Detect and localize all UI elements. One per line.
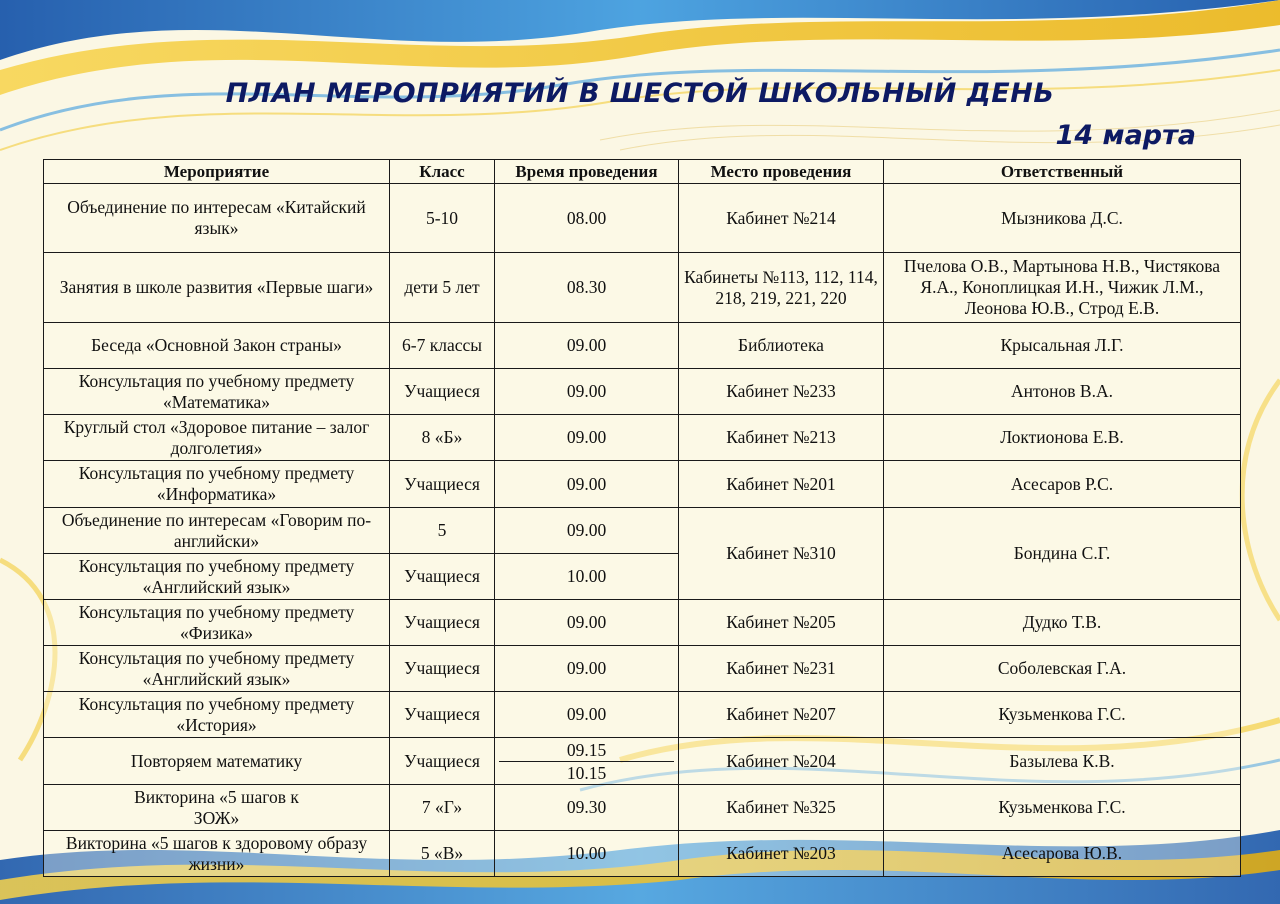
table-row xyxy=(44,184,1241,253)
cell-grade: 5 xyxy=(390,508,495,554)
cell-event: Объединение по интересам «Китайский язык» xyxy=(44,184,390,253)
table-row xyxy=(44,692,1241,738)
cell-event: Повторяем математику xyxy=(44,738,390,785)
cell-event: Консультация по учебному предмету «Физика» xyxy=(44,600,390,646)
cell-time: 09.00 xyxy=(495,508,679,554)
cell-grade: Учащиеся xyxy=(390,461,495,508)
cell-time: 09.00 xyxy=(495,461,679,508)
cell-place: Библиотека xyxy=(679,323,884,369)
cell-event: Беседа «Основной Закон страны» xyxy=(44,323,390,369)
cell-grade: Учащиеся xyxy=(390,692,495,738)
table-row xyxy=(44,646,1241,692)
cell-grade: 5-10 xyxy=(390,184,495,253)
cell-event: Консультация по учебному предмету «Математика» xyxy=(44,369,390,415)
cell-place: Кабинет №325 xyxy=(679,785,884,831)
table-row xyxy=(44,831,1241,877)
cell-place: Кабинет №213 xyxy=(679,415,884,461)
cell-place: Кабинет №207 xyxy=(679,692,884,738)
cell-time-second: 10.15 xyxy=(566,762,607,783)
cell-responsible: Дудко Т.В. xyxy=(884,600,1241,646)
cell-grade: Учащиеся xyxy=(390,369,495,415)
cell-event: Круглый стол «Здоровое питание – залог долголетия» xyxy=(44,415,390,461)
table-row xyxy=(44,323,1241,369)
cell-time: 09.00 xyxy=(495,646,679,692)
column-header-place: Место проведения xyxy=(679,160,884,184)
cell-event: Объединение по интересам «Говорим по-английски» xyxy=(44,508,390,554)
page-title: ПЛАН МЕРОПРИЯТИЙ В ШЕСТОЙ ШКОЛЬНЫЙ ДЕНЬ xyxy=(225,78,1055,109)
cell-grade: Учащиеся xyxy=(390,738,495,785)
cell-time: 10.00 xyxy=(495,831,679,877)
table-row xyxy=(44,461,1241,508)
column-header-responsible: Ответственный xyxy=(884,160,1241,184)
cell-place: Кабинет №204 xyxy=(679,738,884,785)
cell-grade: 5 «В» xyxy=(390,831,495,877)
cell-place: Кабинет №231 xyxy=(679,646,884,692)
cell-responsible: Пчелова О.В., Мартынова Н.В., Чистякова Я.А., Коноплицкая И.Н., Чижик Л.М., Леонова Ю.В., Строд Е.В. xyxy=(884,253,1241,323)
cell-event: Консультация по учебному предмету «Информатика» xyxy=(44,461,390,508)
cell-place: Кабинет №201 xyxy=(679,461,884,508)
cell-time: 09.00 xyxy=(495,323,679,369)
cell-grade: дети 5 лет xyxy=(390,253,495,323)
cell-time: 08.30 xyxy=(495,253,679,323)
cell-event: Консультация по учебному предмету «Английский язык» xyxy=(44,646,390,692)
cell-event: Занятия в школе развития «Первые шаги» xyxy=(44,253,390,323)
table-row xyxy=(44,253,1241,323)
cell-responsible: Антонов В.А. xyxy=(884,369,1241,415)
cell-time: 09.00 xyxy=(495,692,679,738)
cell-time: 08.00 xyxy=(495,184,679,253)
column-header-event: Мероприятие xyxy=(44,160,390,184)
cell-responsible: Базылева К.В. xyxy=(884,738,1241,785)
table-header-row xyxy=(44,160,1241,184)
cell-responsible: Соболевская Г.А. xyxy=(884,646,1241,692)
table-row xyxy=(44,738,1241,785)
cell-event: Консультация по учебному предмету «История» xyxy=(44,692,390,738)
table-row xyxy=(44,508,1241,554)
cell-grade: 8 «Б» xyxy=(390,415,495,461)
cell-place: Кабинет №203 xyxy=(679,831,884,877)
cell-event: Консультация по учебному предмету «Английский язык» xyxy=(44,554,390,600)
cell-time-first: 09.15 xyxy=(499,739,674,762)
cell-time: 09.00 xyxy=(495,415,679,461)
cell-place: Кабинет №310 xyxy=(679,508,884,600)
cell-time: 09.30 xyxy=(495,785,679,831)
cell-responsible: Кузьменкова Г.С. xyxy=(884,785,1241,831)
column-header-time: Время проведения xyxy=(495,160,679,184)
cell-responsible: Крысальная Л.Г. xyxy=(884,323,1241,369)
cell-responsible: Кузьменкова Г.С. xyxy=(884,692,1241,738)
cell-event: Викторина «5 шагов к здоровому образу жизни» xyxy=(44,831,390,877)
cell-place: Кабинет №214 xyxy=(679,184,884,253)
cell-responsible: Асесаров Р.С. xyxy=(884,461,1241,508)
cell-grade: 6-7 классы xyxy=(390,323,495,369)
cell-responsible: Мызникова Д.С. xyxy=(884,184,1241,253)
table-row xyxy=(44,785,1241,831)
cell-place: Кабинеты №113, 112, 114, 218, 219, 221, 220 xyxy=(679,253,884,323)
cell-responsible: Асесарова Ю.В. xyxy=(884,831,1241,877)
cell-time: 10.00 xyxy=(495,554,679,600)
cell-event: Викторина «5 шагов к ЗОЖ» xyxy=(44,785,390,831)
events-table xyxy=(43,159,1241,877)
cell-responsible: Бондина С.Г. xyxy=(884,508,1241,600)
cell-responsible: Локтионова Е.В. xyxy=(884,415,1241,461)
cell-time: 09.00 xyxy=(495,369,679,415)
table-row xyxy=(44,369,1241,415)
cell-grade: Учащиеся xyxy=(390,600,495,646)
cell-place: Кабинет №205 xyxy=(679,600,884,646)
cell-time: 09.00 xyxy=(495,600,679,646)
cell-grade: Учащиеся xyxy=(390,646,495,692)
cell-grade: 7 «Г» xyxy=(390,785,495,831)
cell-place: Кабинет №233 xyxy=(679,369,884,415)
table-row xyxy=(44,415,1241,461)
table-row xyxy=(44,600,1241,646)
cell-time xyxy=(495,738,679,785)
event-date: 14 марта xyxy=(1055,120,1196,151)
cell-grade: Учащиеся xyxy=(390,554,495,600)
column-header-grade: Класс xyxy=(390,160,495,184)
